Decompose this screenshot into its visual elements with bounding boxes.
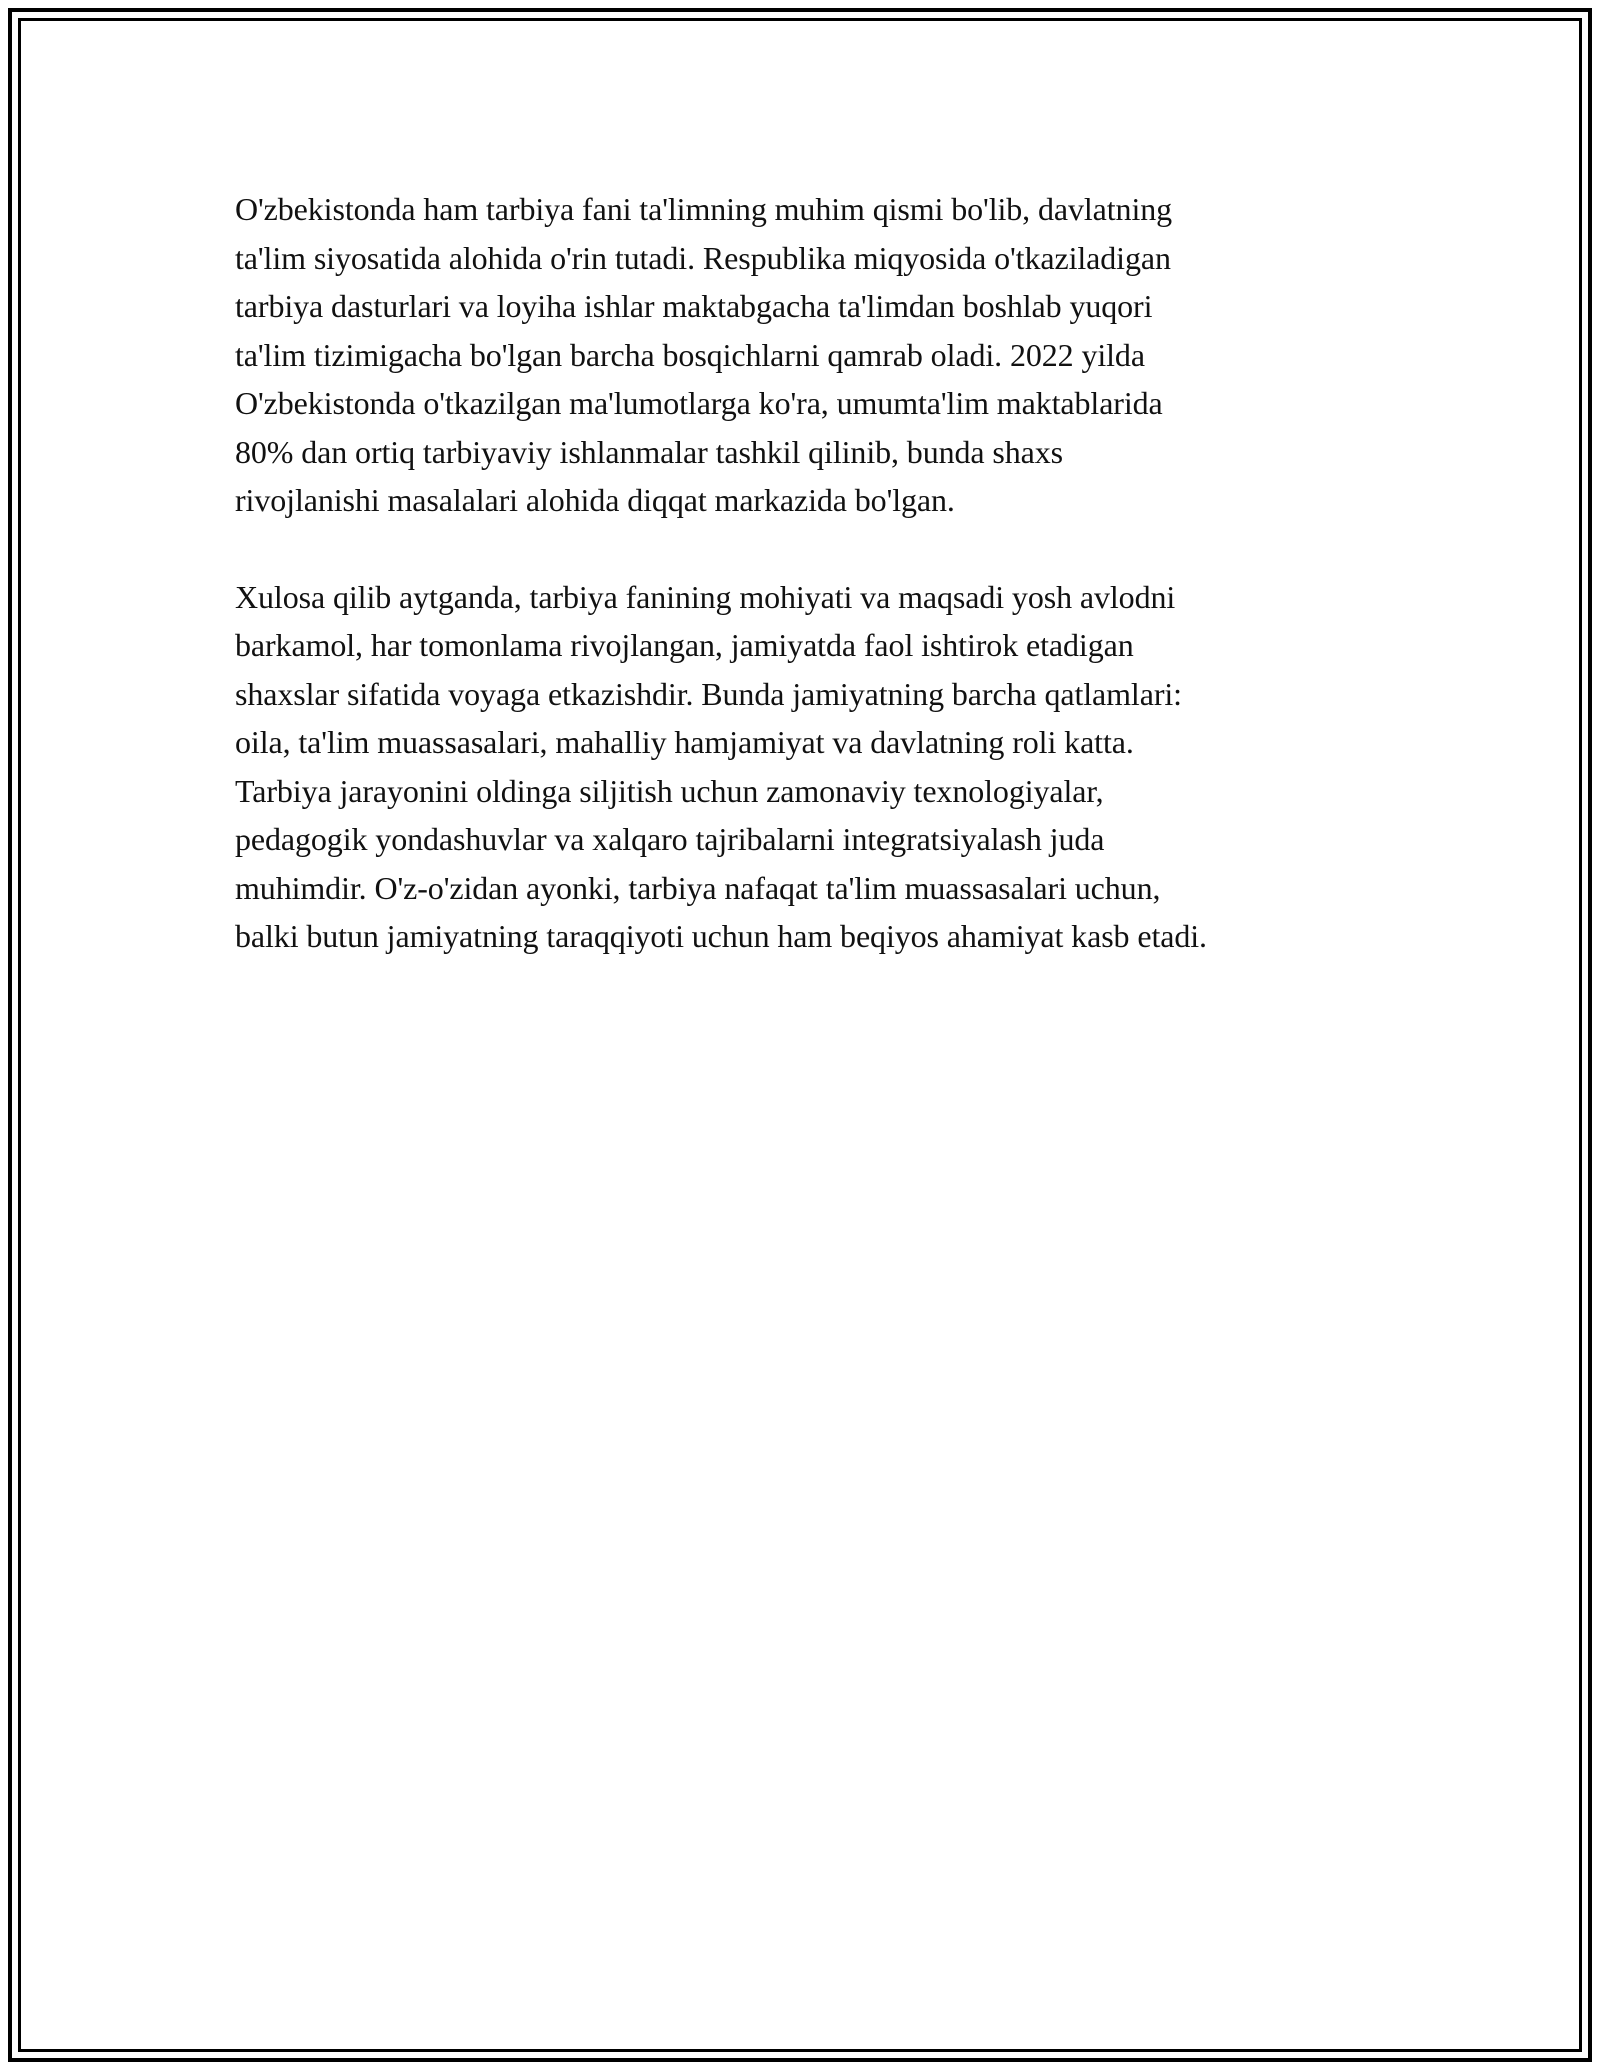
text-line: ta'lim tizimigacha bo'lgan barcha bosqichlarni qamrab oladi. 2022 yilda [235, 336, 1145, 373]
paragraph-1 [235, 185, 1365, 525]
text-line: oila, ta'lim muassasalari, mahalliy hamjamiyat va davlatning roli katta. [235, 724, 1134, 760]
document-body [235, 185, 1365, 961]
text-line: 80% dan ortiq tarbiyaviy ishlanmalar tashkil qilinib, bunda shaxs [235, 433, 1064, 470]
text-line: rivojlanishi masalalari alohida diqqat markazida bo'lgan. [235, 482, 955, 518]
text-line: barkamol, har tomonlama rivojlangan, jamiyatda faol ishtirok etadigan [235, 627, 1134, 663]
paragraph-2 [235, 573, 1365, 961]
text-line: O'zbekistonda o'tkazilgan ma'lumotlarga ko'ra, umumta'lim maktablarida [235, 385, 1163, 421]
text-line: O'zbekistonda ham tarbiya fani ta'limning muhim qismi bo'lib, davlatning [235, 191, 1173, 227]
text-line: shaxslar sifatida voyaga etkazishdir. Bunda jamiyatning barcha qatlamlari: [235, 675, 1182, 712]
text-line: pedagogik yondashuvlar va xalqaro tajribalarni integratsiyalash juda [235, 821, 1105, 857]
text-line: ta'lim siyosatida alohida o'rin tutadi. Respublika miqyosida o'tkaziladigan [235, 239, 1171, 276]
text-line: Xulosa qilib aytganda, tarbiya fanining mohiyati va maqsadi yosh avlodni [235, 578, 1176, 615]
text-line: tarbiya dasturlari va loyiha ishlar maktabgacha ta'limdan boshlab yuqori [235, 288, 1153, 324]
text-line: Tarbiya jarayonini oldinga siljitish uchun zamonaviy texnologiyalar, [235, 772, 1104, 809]
text-line: muhimdir. O'z-o'zidan ayonki, tarbiya nafaqat ta'lim muassasalari uchun, [235, 869, 1161, 906]
text-line: balki butun jamiyatning taraqqiyoti uchun ham beqiyos ahamiyat kasb etadi. [235, 918, 1207, 954]
